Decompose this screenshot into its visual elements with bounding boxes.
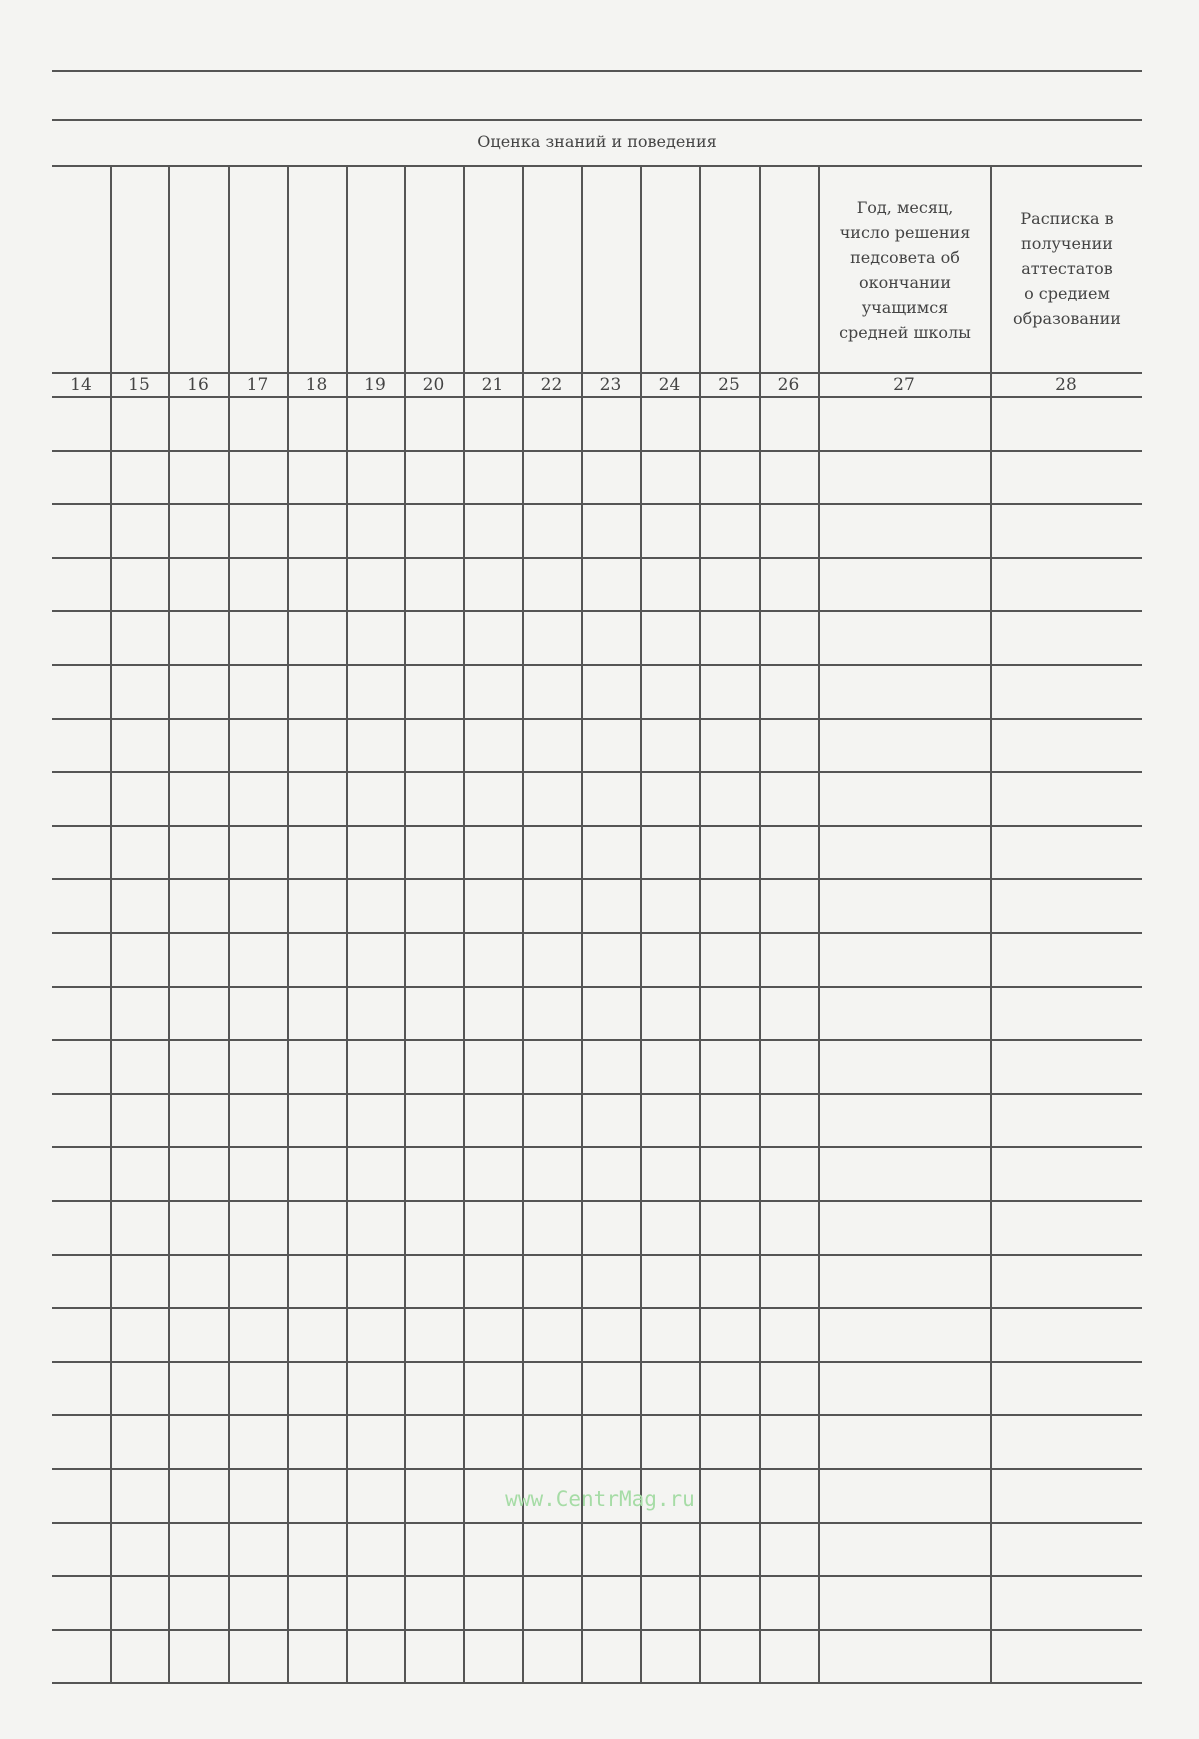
column-number-23: 23: [599, 375, 622, 395]
row-rule: [52, 1629, 1142, 1631]
numbers-top-rule: [52, 372, 1142, 374]
header-rule: [52, 165, 1142, 167]
column-number-14: 14: [70, 375, 92, 395]
row-rule: [52, 610, 1142, 612]
column-number-22: 22: [540, 375, 563, 395]
row-rule: [52, 1522, 1142, 1524]
column-number-24: 24: [658, 375, 681, 395]
column-number-15: 15: [128, 375, 150, 395]
column-number-17: 17: [246, 375, 269, 395]
row-rule: [52, 1682, 1142, 1684]
row-rule: [52, 986, 1142, 988]
column-number-21: 21: [481, 375, 504, 395]
column-number-19: 19: [364, 375, 386, 395]
section-title: Оценка знаний и поведения: [477, 132, 717, 151]
row-rule: [52, 1254, 1142, 1256]
numbers-bottom-rule: [52, 396, 1142, 398]
watermark: www.CentrMag.ru: [505, 1487, 695, 1511]
row-rule: [52, 1039, 1142, 1041]
row-rule: [52, 1361, 1142, 1363]
row-rule: [52, 1307, 1142, 1309]
row-rule: [52, 825, 1142, 827]
row-rule: [52, 1414, 1142, 1416]
column-number-18: 18: [305, 375, 328, 395]
row-rule: [52, 664, 1142, 666]
row-rule: [52, 503, 1142, 505]
top-rule: [52, 70, 1142, 72]
row-rule: [52, 1468, 1142, 1470]
column-number-28: 28: [1055, 375, 1077, 395]
row-rule: [52, 1575, 1142, 1577]
title-rule: [52, 119, 1142, 121]
column-number-16: 16: [187, 375, 209, 395]
column-number-27: 27: [893, 375, 915, 395]
column-number-26: 26: [777, 375, 800, 395]
row-rule: [52, 1146, 1142, 1148]
row-rule: [52, 557, 1142, 559]
row-rule: [52, 878, 1142, 880]
column-header-28: Расписка в получении аттестатов о средием образовании: [1013, 209, 1121, 328]
row-rule: [52, 1200, 1142, 1202]
row-rule: [52, 450, 1142, 452]
column-header-27: Год, месяц, число решения педсовета об окончании учащимся средней школы: [839, 198, 971, 342]
row-rule: [52, 1093, 1142, 1095]
column-number-20: 20: [422, 375, 445, 395]
column-number-25: 25: [718, 375, 740, 395]
row-rule: [52, 932, 1142, 934]
row-rule: [52, 771, 1142, 773]
row-rule: [52, 718, 1142, 720]
